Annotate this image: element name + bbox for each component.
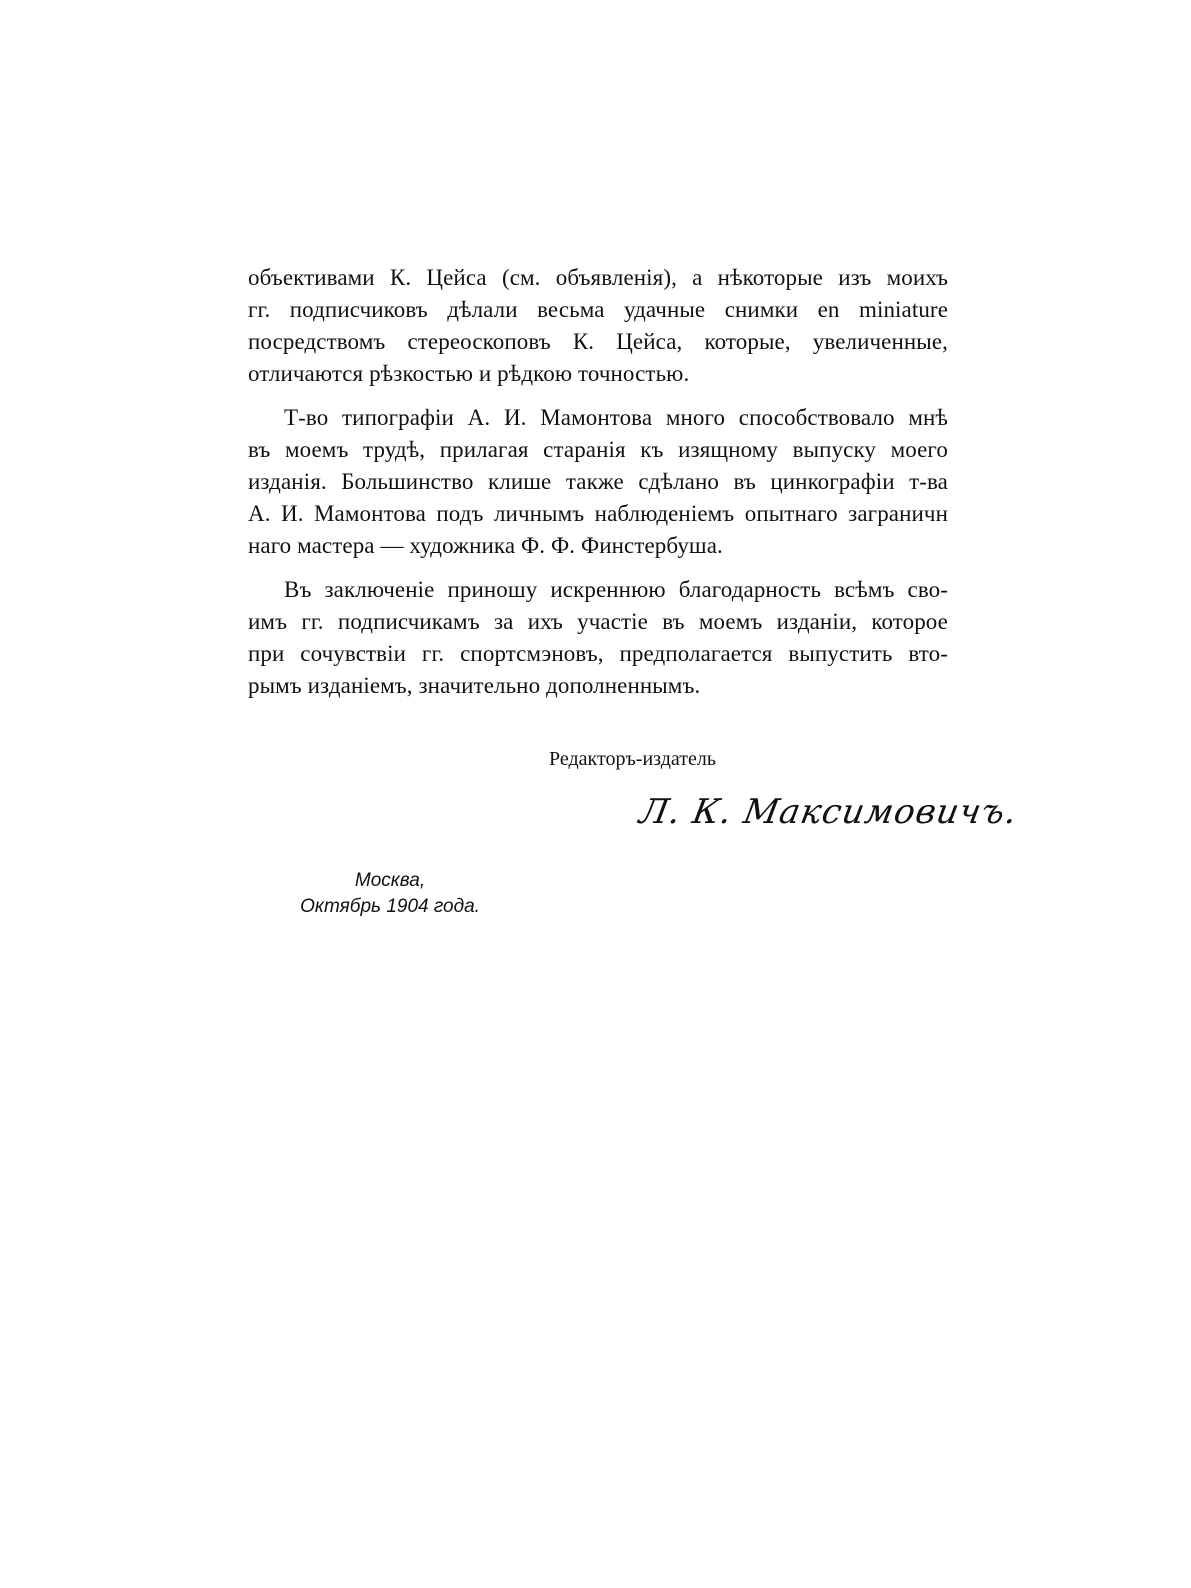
date-text: Октябрь 1904 года. [300, 896, 480, 917]
paragraph-1-line-4: отличаются рѣзкостью и рѣдкою точностью. [248, 361, 690, 386]
paragraph-gap [248, 562, 948, 574]
paragraph-2-line-2: въ моемъ трудѣ, прилагая старанія къ изящному выпуску моего [248, 437, 948, 462]
place-text: Москва, [354, 870, 426, 891]
paragraph-2-line-3: изданія. Большинство клише также сдѣлано въ цинкографіи т-ва [248, 469, 948, 494]
paragraph-2-line-1: Т-во типографіи А. И. Мамонтова много способствовало мнѣ [284, 405, 948, 430]
paragraph-gap [248, 390, 948, 402]
paragraph-2-line-5: наго мастера — художника Ф. Ф. Финстербуша. [248, 533, 723, 558]
paragraph-1-line-2: гг. подписчиковъ дѣлали весьма удачные снимки en miniature [248, 297, 948, 322]
place-date [290, 868, 490, 920]
paragraph-1-line-3: посредствомъ стереоскоповъ К. Цейса, которые, увеличенные, [248, 329, 948, 354]
paragraph-1-line-1: объективами К. Цейса (см. объявленія), а нѣкоторые изъ моихъ [248, 265, 948, 290]
signature-title: Редакторъ-издатель [549, 748, 716, 770]
body-text [248, 262, 948, 702]
paragraph-3-line-4: рымъ изданіемъ, значительно дополненнымъ. [248, 673, 701, 698]
paragraph-3-line-3: при сочувствіи гг. спортсмэновъ, предполагается выпустить вто- [248, 641, 948, 666]
signature-name: Л. К. Максимовичъ. [636, 792, 1021, 832]
paragraph-3-line-1: Въ заключеніе приношу искреннюю благодарность всѣмъ сво- [284, 577, 948, 602]
paragraph-2-line-4: А. И. Мамонтова подъ личнымъ наблюденіемъ опытнаго заграничн [248, 501, 948, 526]
paragraph-3-line-2: имъ гг. подписчикамъ за ихъ участіе въ моемъ изданіи, которое [248, 609, 948, 634]
